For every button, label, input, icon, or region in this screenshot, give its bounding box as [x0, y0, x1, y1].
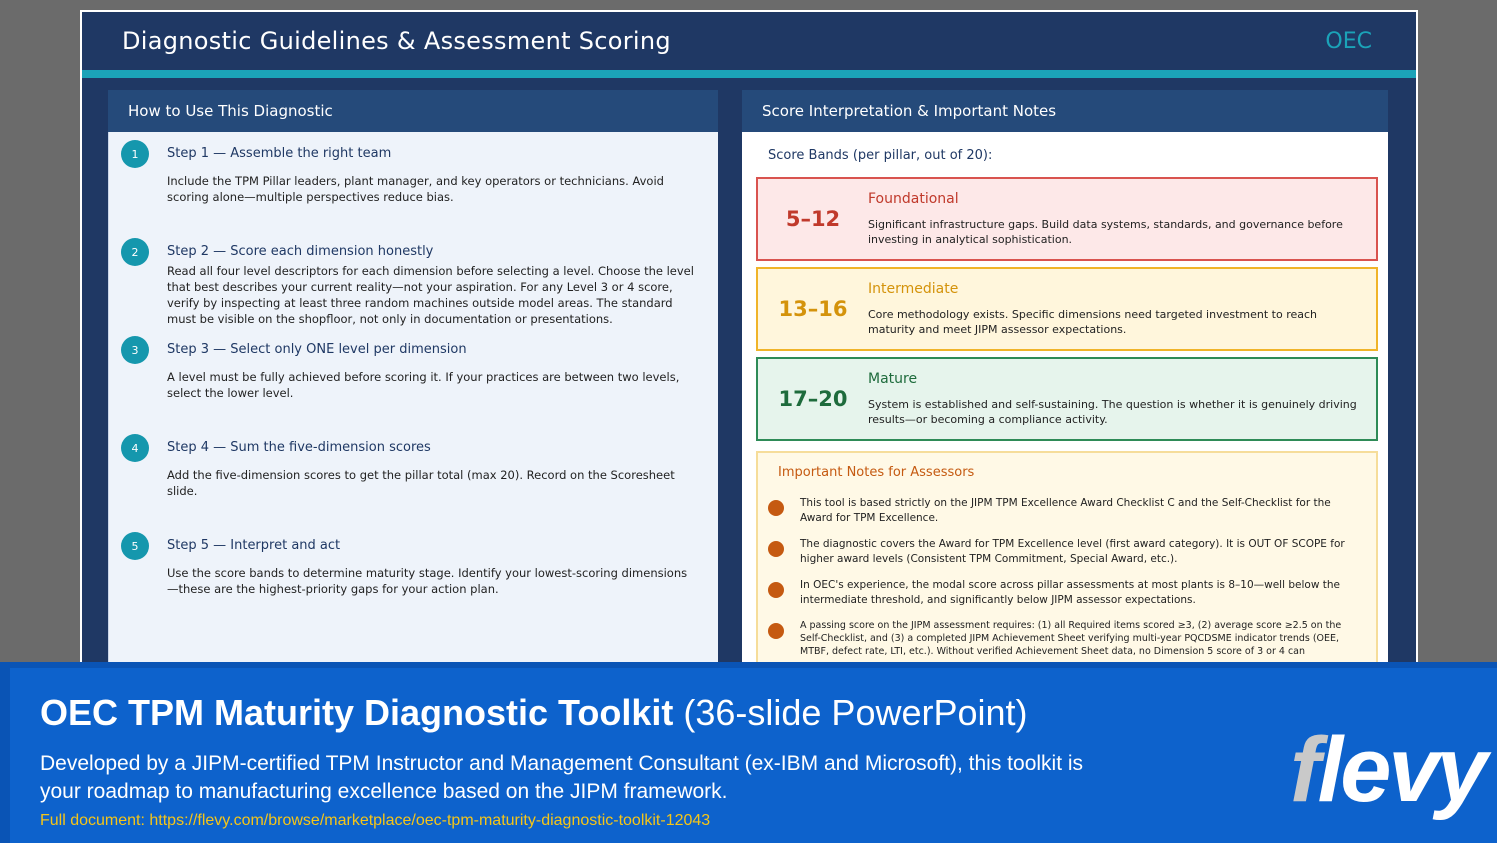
band-name: Foundational [868, 191, 959, 207]
step-number-badge: 3 [121, 336, 149, 364]
band-range: 5–12 [785, 207, 841, 231]
note-text: The diagnostic covers the Award for TPM Excellence level (first award category). It is OUT OF SCOPE for higher award levels (Consistent TPM Commitment, Special Award, etc.). [800, 538, 1345, 565]
assessor-notes-box [756, 451, 1378, 670]
accent-bar [82, 70, 1416, 78]
step-number-badge: 5 [121, 532, 149, 560]
promo-banner [0, 662, 1497, 843]
banner-title-sub: (36-slide PowerPoint) [683, 692, 1028, 733]
step-number-badge: 1 [121, 140, 149, 168]
promo-banner-inner [10, 668, 1497, 843]
step-title: Step 2 — Score each dimension honestly [167, 244, 434, 259]
slide-header [82, 12, 1416, 70]
band-foundational [756, 177, 1378, 261]
slide [80, 10, 1418, 670]
bullet-dot-icon [768, 500, 784, 516]
band-description: Significant infrastructure gaps. Build data systems, standards, and governance before investing in analytical sophistication. [868, 218, 1343, 246]
band-mature [756, 357, 1378, 441]
brand-label: OEC [1325, 28, 1372, 54]
banner-description: Developed by a JIPM-certified TPM Instructor and Management Consultant (ex-IBM and Microsoft), this toolkit is your roadmap to manufacturing excellence based on the JIPM framework. [40, 752, 1084, 803]
score-interpretation-panel [742, 90, 1388, 670]
note-item [772, 496, 1362, 526]
step-item [109, 336, 718, 434]
band-range: 17–20 [778, 387, 848, 411]
note-item [772, 537, 1362, 567]
logo-f: f [1290, 719, 1318, 821]
step-description: Include the TPM Pillar leaders, plant manager, and key operators or technicians. Avoid scoring alone—multiple perspectives reduce bias. [167, 174, 664, 204]
flevy-logo[interactable] [1290, 719, 1485, 821]
note-text: In OEC's experience, the modal score across pillar assessments at most plants is 8–10—well below the intermediate threshold, and significantly below JIPM assessor expectations. [800, 579, 1340, 606]
step-item [109, 532, 718, 630]
step-description: A level must be fully achieved before scoring it. If your practices are between two levels, select the lower level. [167, 370, 680, 400]
note-text: This tool is based strictly on the JIPM TPM Excellence Award Checklist C and the Self-Checklist for the Award for TPM Excellence. [800, 497, 1331, 524]
band-description: Core methodology exists. Specific dimensions need targeted investment to reach maturity and meet JIPM assessor expectations. [868, 308, 1318, 336]
band-range: 13–16 [778, 297, 848, 321]
panel-heading: Score Interpretation & Important Notes [742, 90, 1388, 132]
bullet-dot-icon [768, 582, 784, 598]
step-number-badge: 2 [121, 238, 149, 266]
band-description: System is established and self-sustaining. The question is whether it is genuinely driving results—or becoming a compliance activity. [868, 398, 1357, 426]
score-bands-label: Score Bands (per pillar, out of 20): [768, 148, 993, 163]
step-description: Use the score bands to determine maturity stage. Identify your lowest-scoring dimensions—these are the highest-priority gaps for your action plan. [167, 566, 688, 596]
step-title: Step 3 — Select only ONE level per dimension [167, 342, 467, 357]
banner-title-bold: OEC TPM Maturity Diagnostic Toolkit [40, 692, 674, 733]
step-title: Step 1 — Assemble the right team [167, 146, 392, 161]
step-item [109, 140, 718, 238]
banner-title [40, 692, 1028, 734]
slide-title: Diagnostic Guidelines & Assessment Scoring [122, 27, 671, 55]
band-name: Intermediate [868, 281, 959, 297]
band-name: Mature [868, 371, 918, 387]
step-title: Step 5 — Interpret and act [167, 538, 341, 553]
step-description: Read all four level descriptors for each dimension before selecting a level. Choose the level that best describes your current reality—not your aspiration. For any Level 3 or 4 score, verify by inspecting at least three random machines outside model areas. The standard must be visible on the shopfloor, not only in documentation or presentations. [167, 264, 694, 326]
band-intermediate [756, 267, 1378, 351]
bullet-dot-icon [768, 541, 784, 557]
note-text: A passing score on the JIPM assessment requires: (1) all Required items scored ≥3, (2) average score ≥2.5 on the Self-Checklist, and (3) a completed JIPM Achievement Sheet verifying multi-year PQCDSME indicator trends (OEE, MTBF, defect rate, LTI, etc.). Without verified Achievement Sheet data, no Dimension 5 score of 3 or 4 can [800, 620, 1342, 657]
document-link[interactable]: Full document: https://flevy.com/browse/marketplace/oec-tpm-maturity-diagnostic-toolkit-12043 [40, 812, 711, 829]
step-number-badge: 4 [121, 434, 149, 462]
step-description: Add the five-dimension scores to get the pillar total (max 20). Record on the Scoresheet slide. [167, 468, 675, 498]
notes-title: Important Notes for Assessors [778, 465, 975, 480]
logo-rest: levy [1317, 719, 1485, 821]
bullet-dot-icon [768, 623, 784, 639]
step-title: Step 4 — Sum the five-dimension scores [167, 440, 431, 455]
score-body [742, 132, 1388, 670]
note-item [772, 578, 1362, 608]
panel-heading: How to Use This Diagnostic [108, 90, 718, 132]
how-to-use-panel [108, 90, 718, 670]
step-item [109, 434, 718, 532]
steps-body [108, 132, 718, 670]
step-item [109, 238, 718, 336]
note-item [772, 619, 1362, 658]
